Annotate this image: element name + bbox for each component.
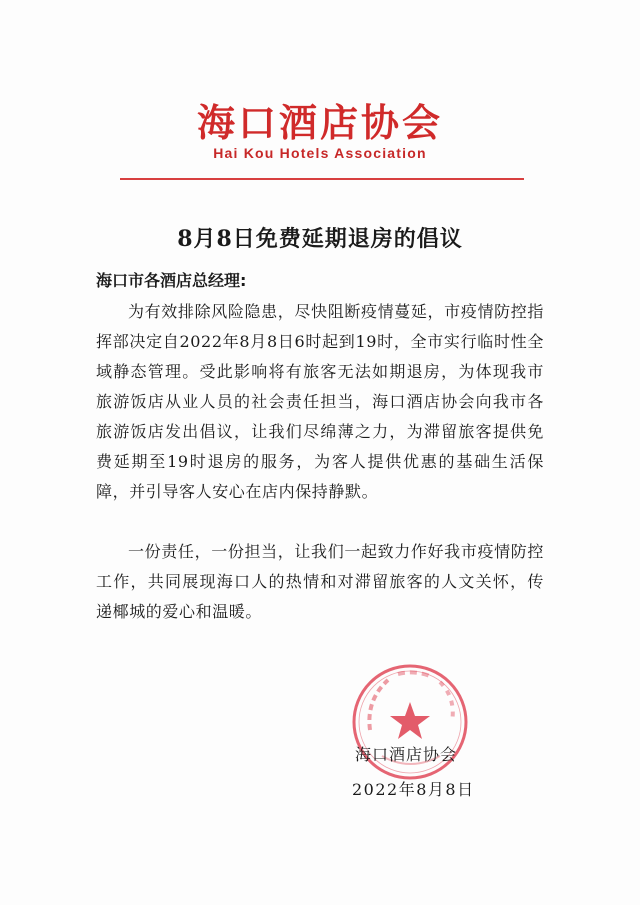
letterhead-subtitle: Hai Kou Hotels Association	[213, 145, 427, 161]
salutation: 海口市各酒店总经理:	[96, 271, 247, 290]
signature-organization: 海口酒店协会	[355, 745, 458, 764]
body-paragraph-2: 一份责任，一份担当，让我们一起致力作好我市疫情防控工作，共同展现海口人的热情和对滞留旅客的人文关怀，传递椰城的爱心和温暖。	[96, 542, 544, 621]
signature-date: 2022年8月8日	[352, 780, 475, 799]
seal-star-icon	[390, 702, 430, 739]
body-paragraph-1: 为有效排除风险隐患，尽快阻断疫情蔓延，市疫情防控指挥部决定自2022年8月8日6时起到19时，全市实行临时性全域静态管理。受此影响将有旅客无法如期退房，为体现我市旅游饭店从业人员的社会责任担当，海口酒店协会向我市各旅游饭店发出倡议，让我们尽绵薄之力，为滞留旅客提供免费延期至19时退房的服务，为客人提供优惠的基础生活保障，并引导客人安心在店内保持静默。	[96, 302, 544, 501]
letterhead-title: 海口酒店协会	[196, 100, 443, 145]
official-seal-stamp	[348, 660, 472, 784]
document-title: 8月8日免费延期退房的倡议	[177, 226, 463, 252]
letterhead-divider	[120, 178, 524, 180]
